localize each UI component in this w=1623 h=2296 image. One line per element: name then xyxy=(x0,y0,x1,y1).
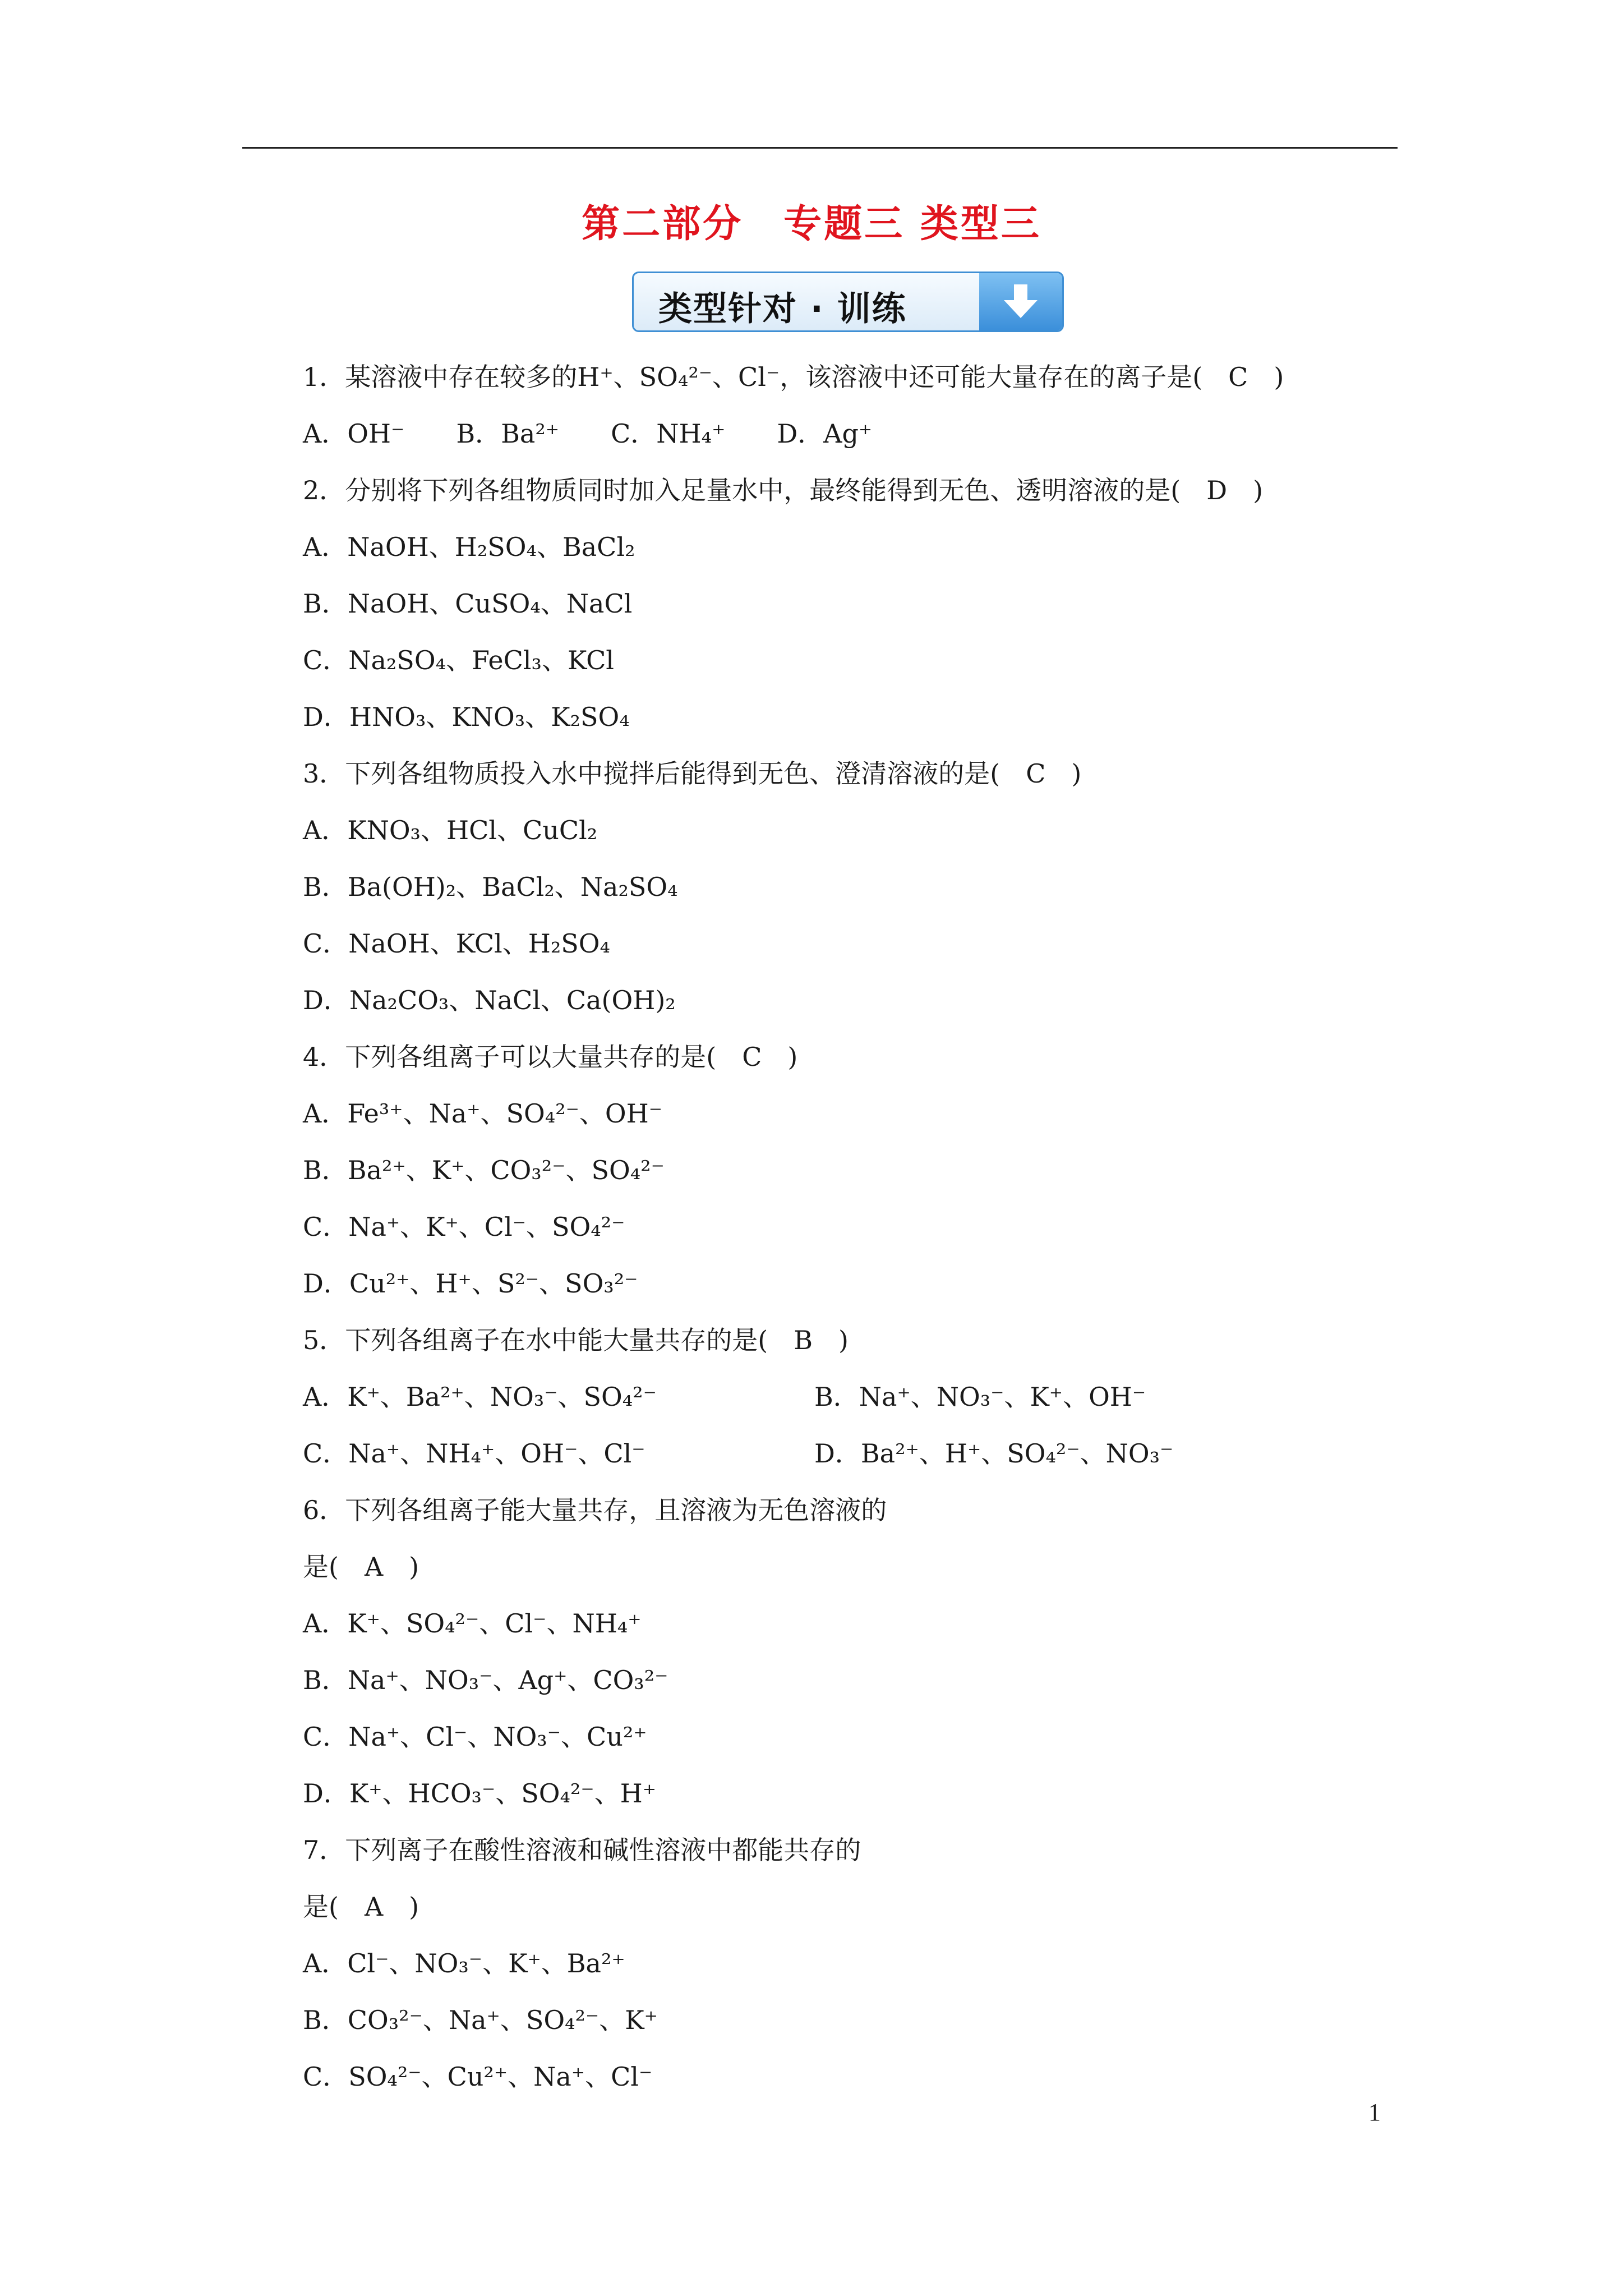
option: B．Ba²⁺、K⁺、CO₃²⁻、SO₄²⁻ xyxy=(303,1155,665,1185)
option: A．Cl⁻、NO₃⁻、K⁺、Ba²⁺ xyxy=(303,1948,625,1978)
option: D．Na₂CO₃、NaCl、Ca(OH)₂ xyxy=(303,985,676,1015)
question-stem: 1．某溶液中存在较多的H⁺、SO₄²⁻、Cl⁻，该溶液中还可能大量存在的离子是( C ) xyxy=(303,362,1284,392)
option: B．Na⁺、NO₃⁻、Ag⁺、CO₃²⁻ xyxy=(303,1665,668,1695)
option: B．NaOH、CuSO₄、NaCl xyxy=(303,588,633,619)
question-stem: 3．下列各组物质投入水中搅拌后能得到无色、澄清溶液的是( C ) xyxy=(303,758,1082,789)
banner-label: 类型针对 · 训练 xyxy=(658,289,907,329)
page-number: 1 xyxy=(1368,2099,1381,2126)
option: A．K⁺、SO₄²⁻、Cl⁻、NH₄⁺ xyxy=(303,1608,642,1639)
question-stem: 是( A ) xyxy=(303,1892,419,1922)
option: A．K⁺、Ba²⁺、NO₃⁻、SO₄²⁻ xyxy=(303,1382,657,1412)
question-stem: 6．下列各组离子能大量共存，且溶液为无色溶液的 xyxy=(303,1495,887,1525)
header-rule xyxy=(242,147,1398,149)
option: D．HNO₃、KNO₃、K₂SO₄ xyxy=(303,702,630,732)
option: C．Na⁺、Cl⁻、NO₃⁻、Cu²⁺ xyxy=(303,1722,647,1752)
options-line: A．OH⁻ B．Ba²⁺ C．NH₄⁺ D．Ag⁺ xyxy=(303,418,873,449)
question-stem: 7．下列离子在酸性溶液和碱性溶液中都能共存的 xyxy=(303,1835,861,1865)
option: B．Na⁺、NO₃⁻、K⁺、OH⁻ xyxy=(814,1382,1146,1412)
section-banner xyxy=(632,272,1064,332)
option: C．Na⁺、K⁺、Cl⁻、SO₄²⁻ xyxy=(303,1212,625,1242)
question-stem: 5．下列各组离子在水中能大量共存的是( B ) xyxy=(303,1325,849,1355)
option: B．CO₃²⁻、Na⁺、SO₄²⁻、K⁺ xyxy=(303,2005,658,2035)
option: D．K⁺、HCO₃⁻、SO₄²⁻、H⁺ xyxy=(303,1778,657,1809)
question-stem: 2．分别将下列各组物质同时加入足量水中，最终能得到无色、透明溶液的是( D ) xyxy=(303,475,1264,505)
option-pair xyxy=(303,1425,1396,1482)
option: B．Ba(OH)₂、BaCl₂、Na₂SO₄ xyxy=(303,872,678,902)
option: C．Na₂SO₄、FeCl₃、KCl xyxy=(303,645,614,675)
page-title: 第二部分 专题三 类型三 xyxy=(582,202,1041,246)
question-list xyxy=(303,349,1396,2105)
option: C．SO₄²⁻、Cu²⁺、Na⁺、Cl⁻ xyxy=(303,2062,653,2092)
option: A．NaOH、H₂SO₄、BaCl₂ xyxy=(303,532,635,562)
option: C．NaOH、KCl、H₂SO₄ xyxy=(303,928,610,959)
option: A．Fe³⁺、Na⁺、SO₄²⁻、OH⁻ xyxy=(303,1098,663,1129)
option: D．Ba²⁺、H⁺、SO₄²⁻、NO₃⁻ xyxy=(814,1438,1174,1469)
option: C．Na⁺、NH₄⁺、OH⁻、Cl⁻ xyxy=(303,1438,645,1469)
option: D．Cu²⁺、H⁺、S²⁻、SO₃²⁻ xyxy=(303,1268,638,1299)
question-stem: 4．下列各组离子可以大量共存的是( C ) xyxy=(303,1042,798,1072)
down-arrow-icon xyxy=(979,273,1062,330)
question-stem: 是( A ) xyxy=(303,1552,419,1582)
option: A．KNO₃、HCl、CuCl₂ xyxy=(303,815,598,845)
option-pair xyxy=(303,1369,1396,1425)
